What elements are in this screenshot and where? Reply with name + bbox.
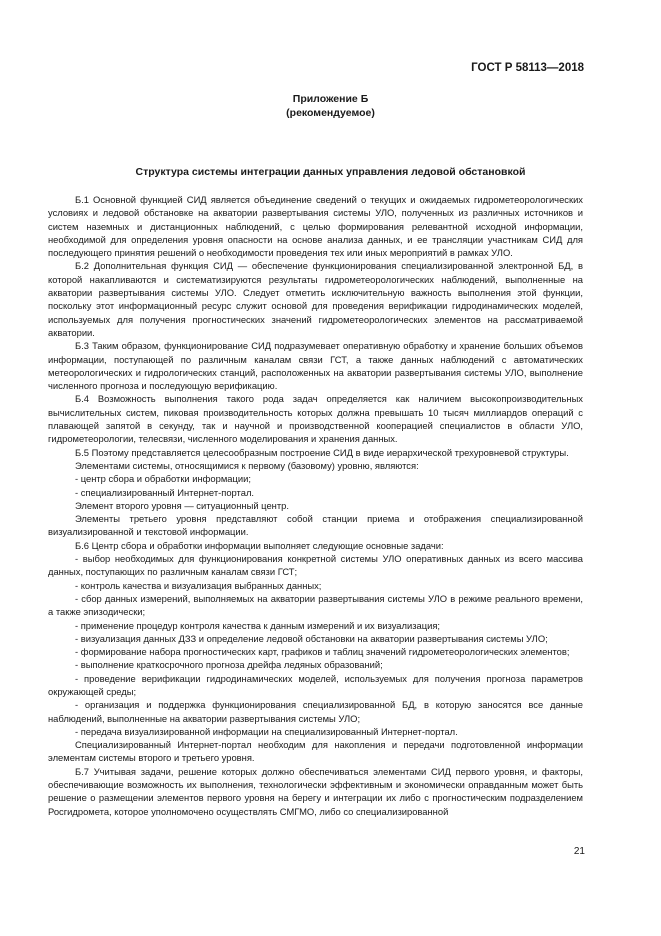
paragraph: Специализированный Интернет-портал необходим для накопления и передачи подготовленной информации элементам системы второго и третьего уровня. <box>48 739 583 764</box>
paragraph: Элемент второго уровня — ситуационный центр. <box>75 499 289 511</box>
paragraph-b5: Б.5 Поэтому представляется целесообразным построение СИД в виде иерархической трехуровневой структуры. <box>75 446 569 458</box>
annex-heading <box>0 92 661 120</box>
paragraph: Элементами системы, относящимися к первому (базовому) уровню, являются: <box>75 459 419 471</box>
list-item: - применение процедур контроля качества к данным измерений и их визуализация; <box>75 619 441 631</box>
paragraph-b6: Б.6 Центр сбора и обработки информации выполняет следующие основные задачи: <box>75 539 444 551</box>
paragraph: Элементы третьего уровня представляют собой станции приема и отображения специализированной визуализированной и текстовой информации. <box>48 513 583 538</box>
paragraph-b4: Б.4 Возможность выполнения такого рода задач определяется как наличием высокопроизводительных вычислительных систем, пиковая производительность которых должна превышать 10 тысяч миллиардов операций с плавающей запятой в секунду, так и научной и производственной кооперацией специалистов в области УЛО, гидрометеорологии, телесвязи, численного моделирования и хранения данных. <box>48 393 583 445</box>
list-item: - визуализация данных ДЗЗ и определение ледовой обстановки на акватории развертывания системы УЛО; <box>75 632 548 644</box>
list-item: - специализированный Интернет-портал. <box>75 486 255 498</box>
list-item: - выполнение краткосрочного прогноза дрейфа ледяных образований; <box>75 659 383 671</box>
paragraph-b2: Б.2 Дополнительная функция СИД — обеспечение функционирования специализированной электронной БД, в которой накапливаются и систематизируются результаты гидрометеорологических наблюдений, выполненные на акватории развертывания системы УЛО. Следует отметить исключительную важность выполнения этой функции, поскольку этот информационный ресурс служит основой для проведения верификации гидродинамических моделей, используемых для получения прогностических значений гидрометеорологических элементов на рассматриваемой акватории. <box>48 260 583 338</box>
list-item: - выбор необходимых для функционирования конкретной системы УЛО оперативных данных из всего массива данных, поступающих по различным каналам связи ГСТ; <box>48 553 583 578</box>
paragraph-b7: Б.7 Учитывая задачи, решение которых должно обеспечиваться элементами СИД первого уровня, и факторы, обеспечивающие возможность их выполнения, технологически эффективным и экономически оправданным может быть решение о размещении элементов первого уровня на берегу и интеграции их либо с прогностическим подразделением Росгидромета, которое уполномочено осуществлять СМГМО, либо со специализированной <box>48 765 583 817</box>
body-text <box>48 193 583 818</box>
paragraph-b3: Б.3 Таким образом, функционирование СИД подразумевает оперативную обработку и хранение больших объемов информации, поступающей по различным каналам связи ГСТ, а также данных наблюдений с автоматических метеорологических и гидрологических станций, расположенных на акватории развертывания системы УЛО, выполнение численного прогноза и последующую верификацию. <box>48 340 583 392</box>
list-item: - сбор данных измерений, выполняемых на акватории развертывания системы УЛО в режиме реального времени, а также эпизодически; <box>48 592 583 618</box>
annex-title: Приложение Б <box>292 93 369 105</box>
list-item: - контроль качества и визуализация выбранных данных; <box>75 579 322 591</box>
paragraph-b1: Б.1 Основной функцией СИД является объединение сведений о текущих и ожидаемых гидрометеорологических условиях и ледовой обстановке на акватории развертывания системы УЛО, полученных из различных источников и систем наземных и дистанционных наблюдений, с целью формирования релевантной исходной информации, необходимой для определения уровня опасности на основе анализа данных, и ее трансляции участникам СИД для последующего принятия решений о необходимости проведения тех или иных мероприятий в рамках УЛО. <box>48 194 583 259</box>
list-item: - центр сбора и обработки информации; <box>75 473 251 485</box>
list-item: - организация и поддержка функционирования специализированной БД, в которую заносятся все данные наблюдений, выполненные на акватории развертывания системы УЛО; <box>48 699 583 724</box>
section-title: Структура системы интеграции данных управления ледовой обстановкой <box>135 166 526 178</box>
list-item: - проведение верификации гидродинамических моделей, используемых для получения прогноза параметров окружающей среды; <box>48 672 583 697</box>
list-item: - передача визуализированной информации на специализированный Интернет-портал. <box>75 725 458 737</box>
standard-designation: ГОСТ Р 58113—2018 <box>471 62 584 74</box>
list-item: - формирование набора прогностических карт, графиков и таблиц значений гидрометеорологических элементов; <box>75 646 570 658</box>
page-number: 21 <box>573 846 585 857</box>
annex-status: (рекомендуемое) <box>286 107 375 119</box>
